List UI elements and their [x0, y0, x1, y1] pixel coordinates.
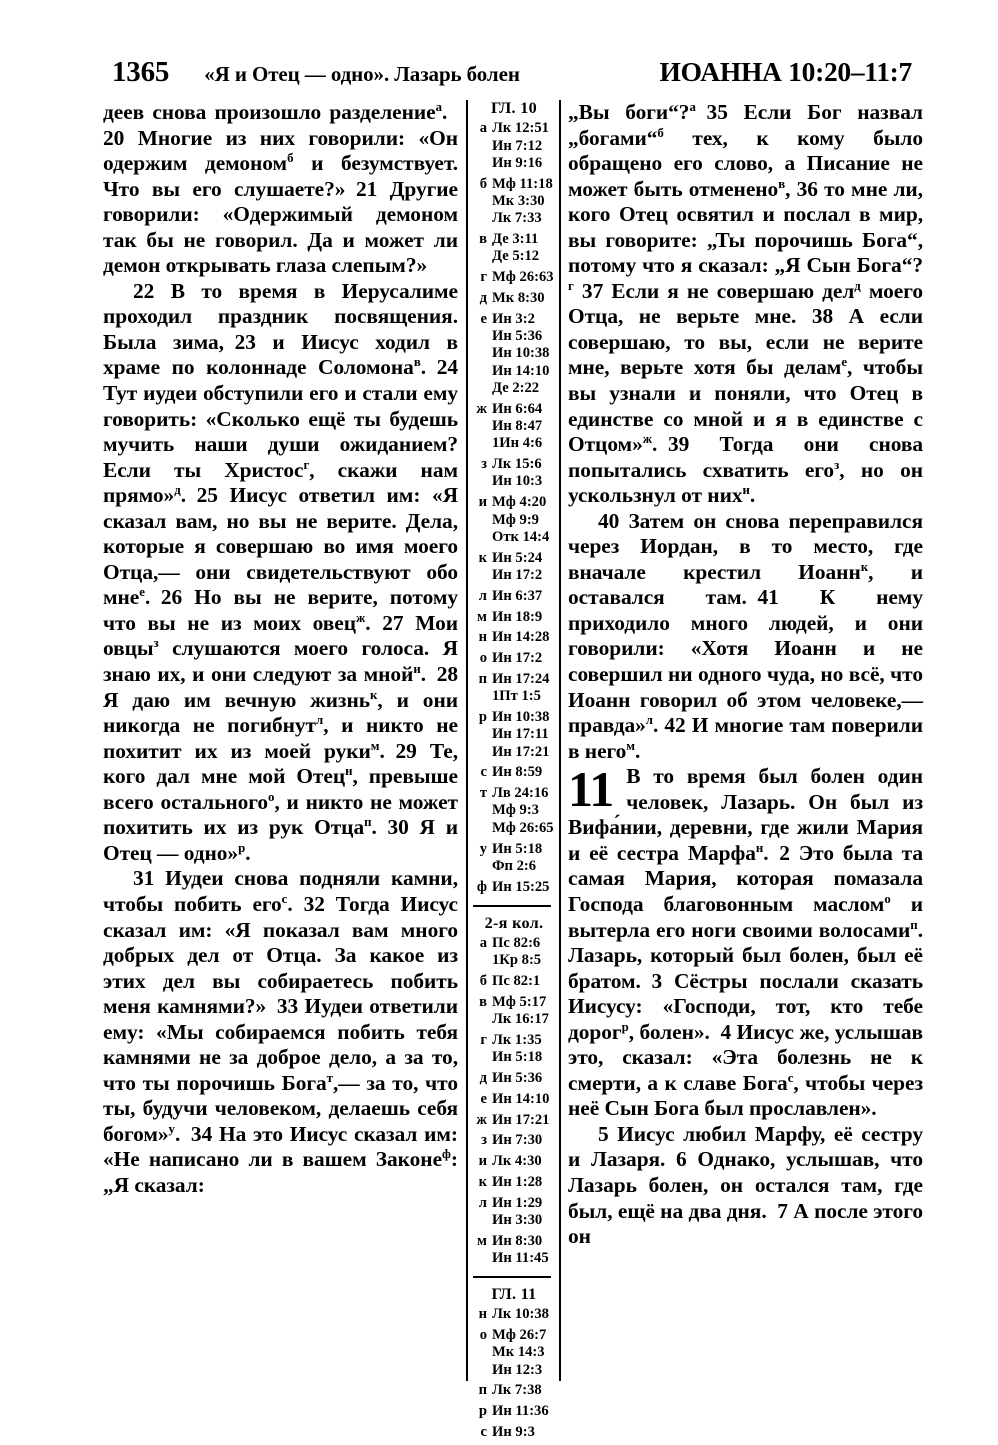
reference-list: [492, 494, 556, 546]
reference-letter: з: [481, 1132, 487, 1149]
reference-item[interactable]: Ин 10:38: [492, 709, 550, 725]
reference-list: [492, 841, 556, 876]
page-number: 1365: [112, 56, 170, 88]
reference-letter: р: [478, 709, 487, 725]
reference-list: [492, 1403, 556, 1420]
reference-list: [492, 550, 556, 585]
reference-item[interactable]: Лк 7:38: [492, 1382, 542, 1399]
reference-group: [472, 269, 556, 286]
reference-list: [492, 1153, 556, 1170]
reference-letter: б: [479, 175, 487, 192]
reference-group: [472, 785, 556, 837]
reference-section-heading: ГЛ. 11: [491, 1285, 537, 1303]
reference-group: [472, 1112, 556, 1129]
reference-item[interactable]: Ин 15:25: [492, 878, 550, 895]
reference-item[interactable]: Де 5:12: [492, 248, 540, 265]
reference-item[interactable]: Ин 8:30: [492, 1232, 543, 1249]
reference-item[interactable]: Ин 5:24: [492, 549, 543, 566]
column-rule-left: [466, 100, 468, 1381]
reference-letter: у: [479, 840, 487, 857]
reference-group: [472, 671, 556, 706]
reference-item[interactable]: Ин 9:16: [492, 154, 543, 171]
reference-group: [472, 456, 556, 491]
verse-text: деев снова произошло разделение$^а$. 20 Многие из них говорили: «Он одержим демоном$^б$ и безумствует. Что вы его слушаете?» 21 Другие говорили: «Одержимый демоном так бы не говорил. Да и может ли демон открывать глаза слепым?»: [103, 99, 458, 278]
reference-group: [472, 1032, 556, 1067]
verse-paragraph: [568, 1122, 923, 1250]
reference-letter: а: [479, 120, 487, 137]
reference-letter: а: [479, 934, 487, 951]
chapter-number: 11: [568, 761, 614, 818]
reference-letter: ф: [476, 878, 487, 895]
reference-group: [472, 1070, 556, 1087]
verse-text: 22 В то время в Иерусалиме проходил праздник посвящения. Была зима, 23 и Иисус ходил в храме по колоннаде Соломона$^в$. 24 Тут иудеи обступили его и стали ему говорить: «Сколько ещё ты будешь мучить наши души ожиданием? Если ты Христос$^г$, скажи нам прямо»$^д$. 25 Иисус ответил им: «Я сказал вам, но вы не верите. Дела, которые я совершаю во имя моего Отца,— они свидетельствуют обо мне$^е$. 26 Но вы не верите, потому что вы не из моих овец$^ж$. 27 Мои овцы$^з$ слушаются моего голоса. Я знаю их, и они следуют за мной$^и$. 28 Я даю им вечную жизнь$^к$, и они никогда не погибнут$^л$, и никто не похитит их из моей руки$^м$. 29 Те, кого дал мне мой Отец$^н$, превыше всего остального$^о$, и никто не может похитить их из рук Отца$^п$. 30 Я и Отец — одно»$^р$.: [103, 278, 459, 865]
reference-item[interactable]: Мф 26:63: [492, 269, 554, 286]
reference-letter: п: [478, 1382, 487, 1399]
reference-group: [472, 1233, 556, 1268]
reference-section-heading: ГЛ. 10: [491, 99, 537, 117]
reference-letter: н: [478, 1306, 487, 1323]
body-area: [0, 99, 998, 1441]
reference-item[interactable]: Ин 5:36: [492, 1069, 543, 1086]
reference-item[interactable]: 1Пт 1:5: [492, 688, 541, 705]
reference-letter: е: [480, 1090, 487, 1107]
reference-group: [472, 1153, 556, 1170]
reference-item[interactable]: Ин 17:11: [492, 726, 549, 743]
reference-letter: в: [479, 993, 487, 1010]
reference-item[interactable]: Мф 11:18: [492, 175, 553, 192]
reference-group: [472, 1306, 556, 1323]
reference-item[interactable]: Пс 82:6: [492, 934, 541, 951]
reference-item[interactable]: Де 3:11: [492, 231, 539, 248]
reference-item[interactable]: Ин 5:36: [492, 328, 543, 345]
reference-letter: и: [478, 494, 487, 511]
reference-list: [492, 709, 556, 761]
reference-group: [472, 494, 556, 546]
reference-group: [472, 841, 556, 876]
reference-list: [492, 629, 556, 646]
reference-list: [492, 1424, 556, 1441]
book-reference: ИОАННА 10:20–11:7: [659, 56, 912, 87]
reference-letter: м: [477, 608, 487, 625]
reference-list: [492, 588, 556, 605]
reference-letter: н: [478, 629, 487, 646]
reference-group: [472, 290, 556, 307]
reference-list: [492, 269, 556, 286]
cross-reference-column: [472, 100, 556, 1445]
reference-item[interactable]: Лк 4:30: [492, 1153, 542, 1170]
reference-item[interactable]: Ин 17:21: [492, 743, 550, 760]
reference-letter: с: [480, 1424, 487, 1441]
reference-item[interactable]: Ин 6:64: [492, 400, 543, 417]
reference-item[interactable]: Ин 17:21: [492, 1111, 550, 1128]
reference-list: [492, 671, 556, 706]
reference-letter: г: [480, 1031, 487, 1048]
reference-group: [472, 994, 556, 1029]
right-text-column: [568, 100, 923, 1250]
reference-list: [492, 650, 556, 667]
reference-item[interactable]: Мф 26:65: [492, 819, 554, 836]
reference-list: [492, 785, 556, 837]
reference-item[interactable]: Лк 16:17: [492, 1011, 549, 1028]
reference-item[interactable]: Мк 8:30: [492, 289, 545, 306]
reference-item[interactable]: Ин 5:18: [492, 840, 543, 857]
reference-item[interactable]: Пс 82:1: [492, 972, 541, 989]
reference-list: [492, 1174, 556, 1191]
reference-letter: е: [480, 310, 487, 327]
reference-list: [492, 764, 556, 781]
reference-list: [492, 1382, 556, 1399]
reference-group: [472, 973, 556, 990]
reference-item[interactable]: Лк 1:35: [492, 1031, 542, 1048]
reference-group: [472, 550, 556, 585]
verse-text: „Вы боги“?$^а$ 35 Если Бог назвал „богами“$^б$ тех, к кому было обращено его слово, а Писание не может быть отменено$^в$, 36 то мне ли, кого Отец освятил и послал в мир, вы говорите: „Ты порочишь Бога“, потому что я сказал: „Я Сын Бога“?$^г$ 37 Если я не совершаю дел$^д$ моего Отца, не верьте мне. 38 А если совершаю, то вы, если не верите мне, верьте хотя бы делам$^е$, чтобы вы узнали и поняли, что Отец в единстве со мной и я в единстве с Отцом»$^ж$. 39 Тогда они снова попытались схватить его$^з$, но он ускользнул от них$^и$.: [568, 99, 924, 508]
reference-group: [472, 1195, 556, 1230]
reference-item[interactable]: Лк 10:38: [492, 1306, 549, 1323]
reference-group: [472, 609, 556, 626]
reference-group: [472, 120, 556, 172]
reference-group: [472, 311, 556, 397]
reference-letter: ж: [476, 1111, 487, 1128]
reference-letter: д: [479, 1069, 487, 1086]
reference-item[interactable]: Ин 10:3: [492, 473, 543, 490]
reference-item[interactable]: Ин 14:10: [492, 1090, 550, 1107]
verse-paragraph: [103, 100, 458, 279]
reference-group: [472, 1424, 556, 1441]
verse-paragraph: [568, 509, 923, 764]
reference-letter: р: [478, 1403, 487, 1420]
verse-text: В то время был болен один человек, Лазарь. Он был из Вифа́нии, деревни, где жили Мария и её сестра Марфа$^н$. 2 Это была та самая Мария, которая помазала Господа благовонным маслом$^о$ и вытерла его ноги своими волосами$^п$. Лазарь, который был болен, был её братом. 3 Сёстры послали сказать Иисусу: «Господи, тот, кто тебе дорог$^р$, болен». 4 Иисус же, услышав это, сказал: «Эта болезнь не к смерти, а к славе Бога$^с$, чтобы через неё Сын Бога был прославлен».: [568, 764, 923, 1121]
reference-item[interactable]: Ин 8:47: [492, 418, 543, 435]
reference-item[interactable]: Мф 4:20: [492, 494, 547, 511]
reference-list: [492, 290, 556, 307]
reference-separator: [473, 1276, 551, 1278]
reference-list: [492, 311, 556, 397]
reference-item[interactable]: Ин 9:3: [492, 1424, 535, 1441]
verse-text: 40 Затем он снова переправился через Иордан, в то место, где вначале крестил Иоанн$^к$, и оставался там. 41 К нему приходило много людей, и они говорили: «Хотя Иоанн и не совершил ни одного чуда, но всё, что Иоанн говорил об этом человеке,— правда»$^л$. 42 И многие там поверили в него$^м$.: [568, 508, 923, 763]
reference-group: [472, 879, 556, 896]
reference-list: [492, 176, 556, 228]
reference-item[interactable]: Ин 7:12: [492, 137, 543, 154]
reference-item[interactable]: Отк 14:4: [492, 528, 550, 545]
reference-item[interactable]: Мк 3:30: [492, 192, 545, 209]
reference-letter: з: [481, 456, 487, 473]
reference-item[interactable]: Ин 1:28: [492, 1173, 543, 1190]
reference-list: [492, 456, 556, 491]
reference-letter: м: [477, 1232, 487, 1249]
reference-item[interactable]: Ин 5:18: [492, 1049, 543, 1066]
reference-item[interactable]: Лк 15:6: [492, 456, 542, 473]
verse-paragraph: [568, 100, 923, 509]
reference-list: [492, 879, 556, 896]
reference-letter: к: [478, 1173, 487, 1190]
reference-item[interactable]: Де 2:22: [492, 379, 540, 396]
reference-group: [472, 176, 556, 228]
reference-letter: в: [479, 231, 487, 248]
reference-item[interactable]: Лв 24:16: [492, 785, 549, 802]
reference-list: [492, 1091, 556, 1108]
reference-list: [492, 994, 556, 1029]
reference-group: [472, 709, 556, 761]
column-rule-right: [559, 100, 561, 1381]
reference-group: [472, 764, 556, 781]
reference-letter: п: [478, 670, 487, 687]
reference-group: [472, 935, 556, 970]
reference-item[interactable]: Фп 2:6: [492, 857, 537, 874]
reference-letter: д: [479, 289, 487, 306]
reference-item[interactable]: Ин 18:9: [492, 608, 543, 625]
reference-item[interactable]: Ин 12:3: [492, 1361, 543, 1378]
reference-item[interactable]: Мк 14:3: [492, 1344, 545, 1361]
reference-list: [492, 1306, 556, 1323]
left-text-column: [103, 100, 458, 1199]
reference-separator: [473, 905, 551, 907]
reference-letter: с: [480, 764, 487, 781]
reference-group: [472, 1091, 556, 1108]
reference-list: [492, 1032, 556, 1067]
reference-group: [472, 1403, 556, 1420]
reference-group: [472, 401, 556, 453]
reference-letter: к: [478, 549, 487, 566]
reference-item[interactable]: 1Кр 8:5: [492, 952, 542, 969]
reference-item[interactable]: Ин 3:30: [492, 1212, 543, 1229]
reference-item[interactable]: Мф 9:3: [492, 802, 539, 819]
reference-group: [472, 588, 556, 605]
reference-item[interactable]: Мф 9:9: [492, 511, 539, 528]
reference-list: [492, 1112, 556, 1129]
reference-list: [492, 231, 556, 266]
reference-item[interactable]: Ин 14:10: [492, 362, 550, 379]
reference-letter: б: [479, 972, 487, 989]
verse-text: 31 Иудеи снова подняли камни, чтобы побить его$^с$. 32 Тогда Иисус сказал им: «Я показал вам много добрых дел от Отца. За какое из этих дел вы собираетесь побить меня камнями?» 33 Иудеи ответили ему: «Мы собираемся побить тебя камнями не за доброе дело, а за то, что ты порочишь Бога$^т$,— за то, что ты, будучи человеком, делаешь себя богом»$^у$. 34 На это Иисус сказал им: «Не написано ли в вашем Законе$^ф$: „Я сказал:: [103, 866, 458, 1197]
reference-list: [492, 609, 556, 626]
reference-item[interactable]: Ин 6:37: [492, 587, 543, 604]
reference-item[interactable]: Ин 17:2: [492, 566, 543, 583]
reference-item[interactable]: Мф 26:7: [492, 1327, 547, 1344]
reference-letter: л: [478, 587, 487, 604]
reference-item[interactable]: 1Ин 4:6: [492, 435, 543, 452]
reference-item[interactable]: Ин 17:24: [492, 670, 550, 687]
verse-paragraph: [103, 279, 458, 867]
reference-item[interactable]: Лк 7:33: [492, 210, 542, 227]
reference-letter: о: [479, 650, 487, 667]
reference-list: [492, 935, 556, 970]
reference-group: [472, 1132, 556, 1149]
reference-item[interactable]: Ин 1:29: [492, 1194, 543, 1211]
reference-section-heading: 2-я кол.: [484, 913, 544, 932]
verse-paragraph: [568, 761, 923, 1122]
reference-list: [492, 1132, 556, 1149]
reference-letter: ж: [476, 400, 487, 417]
reference-group: [472, 650, 556, 667]
reference-letter: г: [480, 269, 487, 286]
reference-item[interactable]: Ин 11:36: [492, 1403, 549, 1420]
reference-group: [472, 629, 556, 646]
reference-letter: т: [479, 785, 487, 802]
verse-paragraph: [103, 866, 458, 1198]
reference-item[interactable]: Ин 10:38: [492, 345, 550, 362]
page-title: «Я и Отец — одно». Лазарь болен: [204, 62, 520, 86]
reference-list: [492, 1327, 556, 1379]
reference-letter: и: [478, 1153, 487, 1170]
reference-item[interactable]: Ин 17:2: [492, 650, 543, 667]
reference-list: [492, 1070, 556, 1087]
reference-item[interactable]: Лк 12:51: [492, 120, 549, 137]
reference-group: [472, 231, 556, 266]
reference-list: [492, 120, 556, 172]
reference-list: [492, 401, 556, 453]
running-head: [112, 56, 912, 96]
reference-list: [492, 973, 556, 990]
reference-item[interactable]: Ин 8:59: [492, 764, 543, 781]
reference-item[interactable]: Мф 5:17: [492, 993, 547, 1010]
reference-list: [492, 1233, 556, 1268]
reference-list: [492, 1195, 556, 1230]
reference-letter: л: [478, 1194, 487, 1211]
reference-item[interactable]: Ин 11:45: [492, 1250, 549, 1267]
reference-item[interactable]: Ин 14:28: [492, 629, 550, 646]
reference-group: [472, 1327, 556, 1379]
reference-group: [472, 1382, 556, 1399]
reference-group: [472, 1174, 556, 1191]
verse-text: 5 Иисус любил Марфу, её сестру и Лазаря. 6 Однако, услышав, что Лазарь болен, он остался там, где был, ещё на два дня. 7 А после этого он: [568, 1121, 923, 1249]
reference-item[interactable]: Ин 7:30: [492, 1132, 543, 1149]
reference-letter: о: [479, 1327, 487, 1344]
reference-item[interactable]: Ин 3:2: [492, 310, 535, 327]
